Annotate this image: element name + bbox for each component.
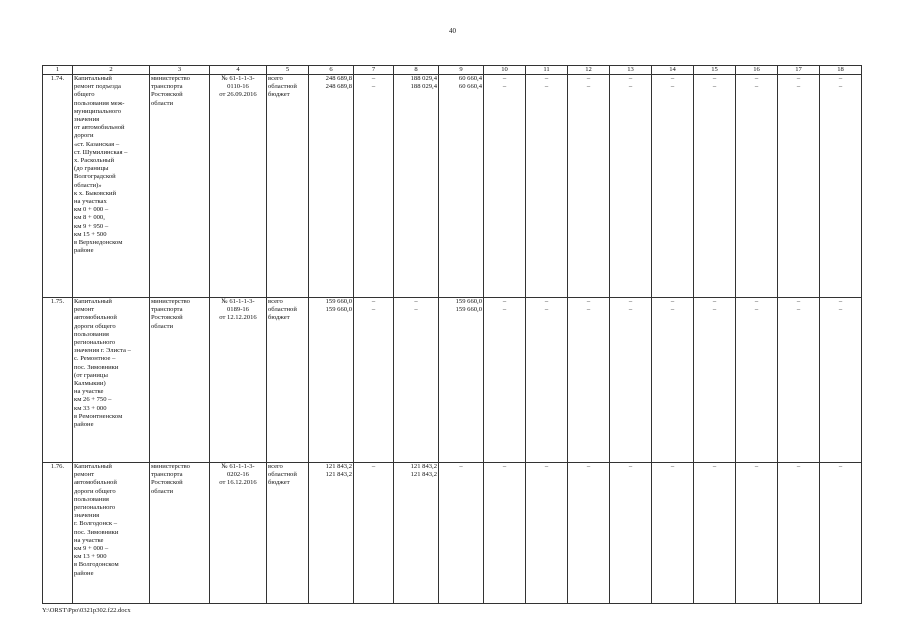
amount-col14: – – — [652, 75, 694, 298]
amount-col7: – — [354, 463, 394, 604]
total-amount: 159 660,0 159 660,0 — [309, 298, 354, 463]
amount-col12: – – — [568, 75, 610, 298]
column-number: 1 — [43, 66, 73, 75]
column-number: 9 — [439, 66, 484, 75]
amount-col15: – – — [694, 75, 736, 298]
amount-col13: – — [610, 463, 652, 604]
amount-col14: – — [652, 463, 694, 604]
amount-col15: – — [694, 463, 736, 604]
column-number: 4 — [210, 66, 267, 75]
table-row — [43, 298, 862, 463]
row-number: 1.74. — [43, 75, 73, 298]
amount-col16: – — [736, 463, 778, 604]
amount-col16: – – — [736, 298, 778, 463]
amount-col9: 159 660,0 159 660,0 — [439, 298, 484, 463]
table-row — [43, 463, 862, 604]
total-amount: 121 843,2 121 843,2 — [309, 463, 354, 604]
column-number: 3 — [150, 66, 210, 75]
row-number: 1.75. — [43, 298, 73, 463]
amount-col10: – – — [484, 298, 526, 463]
object-name: Капитальный ремонт подъезда общего пользования меж- муниципального значения от автомобильной дороги «ст. Казанская – ст. Шумилинская – х. Раскольный (до границы Волгоградской области)» к х. Быковский на участках км 0 + 000 – км 8 + 000, км 9 + 950 – км 15 + 500 в Верхнедонском районе — [73, 75, 150, 298]
amount-col12: – – — [568, 298, 610, 463]
amount-col11: – – — [526, 298, 568, 463]
executor: министерство транспорта Ростовской области — [150, 298, 210, 463]
column-number: 13 — [610, 66, 652, 75]
amount-col17: – — [778, 463, 820, 604]
funding-source: всего областной бюджет — [267, 75, 309, 298]
amount-col18: – – — [820, 298, 862, 463]
amount-col9: – — [439, 463, 484, 604]
document-reference: № 61-1-1-3- 0202-16 от 16.12.2016 — [210, 463, 267, 604]
column-number: 5 — [267, 66, 309, 75]
amount-col10: – — [484, 463, 526, 604]
funding-source: всего областной бюджет — [267, 463, 309, 604]
document-reference: № 61-1-1-3- 0189-16 от 12.12.2016 — [210, 298, 267, 463]
amount-col17: – – — [778, 75, 820, 298]
amount-col15: – – — [694, 298, 736, 463]
amount-col14: – – — [652, 298, 694, 463]
funding-source: всего областной бюджет — [267, 298, 309, 463]
column-number: 2 — [73, 66, 150, 75]
column-number-row — [43, 66, 862, 75]
amount-col12: – — [568, 463, 610, 604]
budget-table — [42, 65, 862, 604]
column-number: 15 — [694, 66, 736, 75]
amount-col7: – – — [354, 75, 394, 298]
total-amount: 248 689,8 248 689,8 — [309, 75, 354, 298]
executor: министерство транспорта Ростовской области — [150, 463, 210, 604]
amount-col8: 188 029,4 188 029,4 — [394, 75, 439, 298]
column-number: 6 — [309, 66, 354, 75]
amount-col18: – – — [820, 75, 862, 298]
file-path-footer: Y:\ORST\Ppo\0321p302.f22.docx — [42, 607, 131, 614]
amount-col16: – – — [736, 75, 778, 298]
column-number: 17 — [778, 66, 820, 75]
amount-col7: – – — [354, 298, 394, 463]
amount-col8: 121 843,2 121 843,2 — [394, 463, 439, 604]
column-number: 10 — [484, 66, 526, 75]
amount-col8: – – — [394, 298, 439, 463]
object-name: Капитальный ремонт автомобильной дороги общего пользования регионального значения г. Волгодонск – пос. Зимовники на участке км 9 + 000 – км 13 + 900 в Волгодонском районе — [73, 463, 150, 604]
amount-col17: – – — [778, 298, 820, 463]
document-reference: № 61-1-1-3- 0110-16 от 26.09.2016 — [210, 75, 267, 298]
table-row — [43, 75, 862, 298]
column-number: 8 — [394, 66, 439, 75]
amount-col9: 60 660,4 60 660,4 — [439, 75, 484, 298]
amount-col13: – – — [610, 298, 652, 463]
object-name: Капитальный ремонт автомобильной дороги общего пользования регионального значения г. Элиста – с. Ремонтное – пос. Зимовники (от границы Калмыкии) на участке км 26 + 750 – км 33 + 000 в Ремонтненском районе — [73, 298, 150, 463]
executor: министерство транспорта Ростовской области — [150, 75, 210, 298]
column-number: 12 — [568, 66, 610, 75]
column-number: 11 — [526, 66, 568, 75]
column-number: 18 — [820, 66, 862, 75]
page-number: 40 — [449, 27, 456, 35]
amount-col11: – — [526, 463, 568, 604]
amount-col13: – – — [610, 75, 652, 298]
amount-col18: – — [820, 463, 862, 604]
column-number: 16 — [736, 66, 778, 75]
column-number: 14 — [652, 66, 694, 75]
row-number: 1.76. — [43, 463, 73, 604]
amount-col10: – – — [484, 75, 526, 298]
amount-col11: – – — [526, 75, 568, 298]
column-number: 7 — [354, 66, 394, 75]
